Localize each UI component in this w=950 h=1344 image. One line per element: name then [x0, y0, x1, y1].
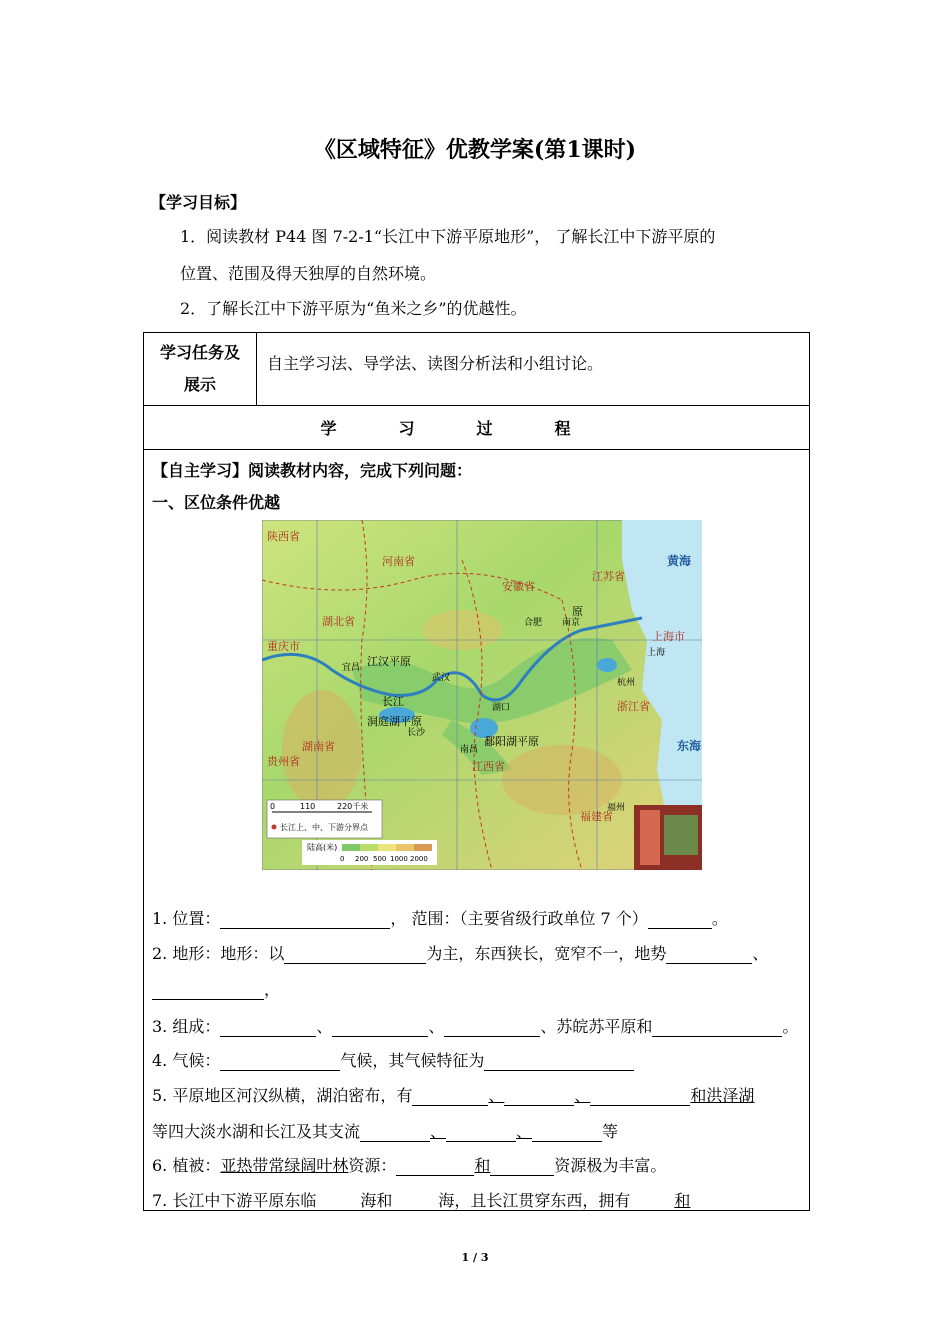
task-label-cell [144, 333, 257, 406]
answer-blank[interactable] [490, 1157, 554, 1176]
answer-blank[interactable] [152, 981, 264, 1000]
answer-blank[interactable] [360, 1123, 430, 1142]
task-label-1: 学习任务及 [159, 343, 240, 362]
map-label-chongqing: 重庆市 [267, 640, 300, 653]
process-heading: 学习过程 [144, 406, 810, 450]
answer-blank[interactable] [284, 945, 426, 964]
map-label-east-sea: 东海 [677, 739, 702, 753]
map-city-wuhan: 武汉 [432, 673, 451, 683]
question-1: 1. 位置： ， 范围：（主要省级行政单位 7 个） 。 [152, 909, 728, 928]
map-label-guizhou: 贵州省 [267, 755, 300, 768]
map-label-shanghai: 上海市 [652, 630, 685, 643]
map-legend-text: 长江上、中、下游分界点 [280, 823, 368, 832]
map-city-fuzhou: 福州 [607, 803, 626, 813]
answer-blank[interactable] [484, 1052, 634, 1071]
yangtze-plain-map [262, 520, 702, 870]
section-1-heading: 一、区位条件优越 [152, 493, 281, 512]
objective-1-line2: 位置、范围及得天独厚的自然环境。 [180, 264, 437, 283]
map-legend-dot-icon [272, 825, 277, 830]
map-label-jianghan-plain: 江汉平原 [367, 655, 411, 668]
answer-blank[interactable] [666, 945, 752, 964]
map-city-nanchang: 南昌 [460, 745, 479, 755]
map-scale-110: 110 [300, 802, 316, 811]
map-label-yuan: 原 [572, 605, 583, 618]
map-city-shanghai: 上海 [647, 648, 666, 658]
answer-blank[interactable] [316, 1192, 360, 1211]
answer-blank[interactable] [504, 1087, 574, 1106]
question-2-cont: ， [152, 977, 280, 1000]
answer-blank[interactable] [220, 1052, 340, 1071]
task-label-2: 展示 [183, 375, 216, 394]
question-2: 2. 地形：地形：以 为主，东西狭长，宽窄不一，地势 、 [152, 944, 769, 963]
map-city-hangzhou: 杭州 [617, 678, 636, 688]
map-label-jiangsu: 江苏省 [592, 570, 625, 583]
map-label-fujian: 福建省 [580, 810, 613, 823]
question-7: 7. 长江中下游平原东临 海和 海，且长江贯穿东西，拥有 和 [152, 1191, 691, 1210]
answer-blank[interactable] [446, 1123, 516, 1142]
map-label-anhui: 安徽省 [502, 580, 535, 593]
map-label-jiangxi: 江西省 [472, 760, 505, 773]
map-label-hubei: 湖北省 [322, 615, 355, 628]
objectives-heading: 【学习目标】 [150, 193, 247, 212]
map-city-hukou: 湖口 [492, 703, 511, 713]
answer-blank[interactable] [652, 1018, 782, 1037]
question-3: 3. 组成： 、 、 、苏皖苏平原和 。 [152, 1017, 799, 1036]
elev-tick-0: 0 [340, 855, 345, 863]
map-label-dongting-plain: 洞庭湖平原 [367, 715, 422, 728]
answer-blank[interactable] [220, 910, 390, 929]
answer-blank[interactable] [412, 1087, 488, 1106]
question-4: 4. 气候： 气候，其气候特征为 [152, 1048, 634, 1071]
map-scale-220: 220千米 [337, 802, 369, 811]
question-5: 5. 平原地区河汉纵横，湖泊密布，有 、 、 和洪泽湖 [152, 1086, 755, 1105]
question-6: 6. 植被：亚热带常绿阔叶林资源： 和 资源极为丰富。 [152, 1156, 667, 1175]
elev-tick-2000: 2000 [410, 855, 428, 863]
answer-blank[interactable] [444, 1018, 540, 1037]
map-city-changsha: 长沙 [407, 728, 426, 738]
answer-blank[interactable] [590, 1087, 690, 1106]
self-study-heading: 【自主学习】阅读教材内容，完成下列问题： [152, 461, 473, 480]
map-label-hunan: 湖南省 [302, 740, 335, 753]
map-city-hefei: 合肥 [524, 618, 543, 628]
elev-tick-500: 500 [373, 855, 387, 863]
objective-2: 2．了解长江中下游平原为“鱼米之乡”的优越性。 [180, 299, 527, 318]
answer-blank[interactable] [392, 1192, 438, 1211]
map-label-henan: 河南省 [382, 555, 415, 568]
map-label-shaanxi: 陕西省 [267, 530, 300, 543]
map-city-yichang: 宜昌 [342, 663, 361, 673]
map-label-yellow-sea: 黄海 [667, 554, 692, 568]
page-number: 1 / 3 [461, 1251, 489, 1264]
map-label-poyang-plain: 鄱阳湖平原 [484, 735, 539, 748]
answer-blank[interactable] [630, 1192, 674, 1211]
map-label-changjiang: 长江 [382, 695, 404, 708]
answer-blank[interactable] [648, 910, 712, 929]
answer-blank[interactable] [396, 1157, 474, 1176]
map-label-zhejiang: 浙江省 [617, 700, 650, 713]
page-title: 《区域特征》优教学案(第1课时) [313, 137, 637, 163]
elev-tick-1000: 1000 [390, 855, 408, 863]
answer-blank[interactable] [220, 1018, 316, 1037]
study-table [143, 332, 810, 1211]
map-elevation-label: 陆高(米) [307, 843, 338, 852]
methods-cell: 自主学习法、导学法、读图分析法和小组讨论。 [257, 333, 810, 406]
content-cell [144, 450, 810, 1211]
elev-tick-200: 200 [355, 855, 369, 863]
answer-blank[interactable] [332, 1018, 428, 1037]
answer-blank[interactable] [532, 1123, 602, 1142]
map-city-nanjing: 南京 [562, 618, 581, 628]
map-scale-0: 0 [270, 802, 276, 811]
objective-1-line1: 1．阅读教材 P44 图 7-2-1“长江中下游平原地形”， 了解长江中下游平原的 [180, 227, 716, 246]
question-5-cont: 等四大淡水湖和长江及其支流 、 、 等 [152, 1122, 619, 1141]
